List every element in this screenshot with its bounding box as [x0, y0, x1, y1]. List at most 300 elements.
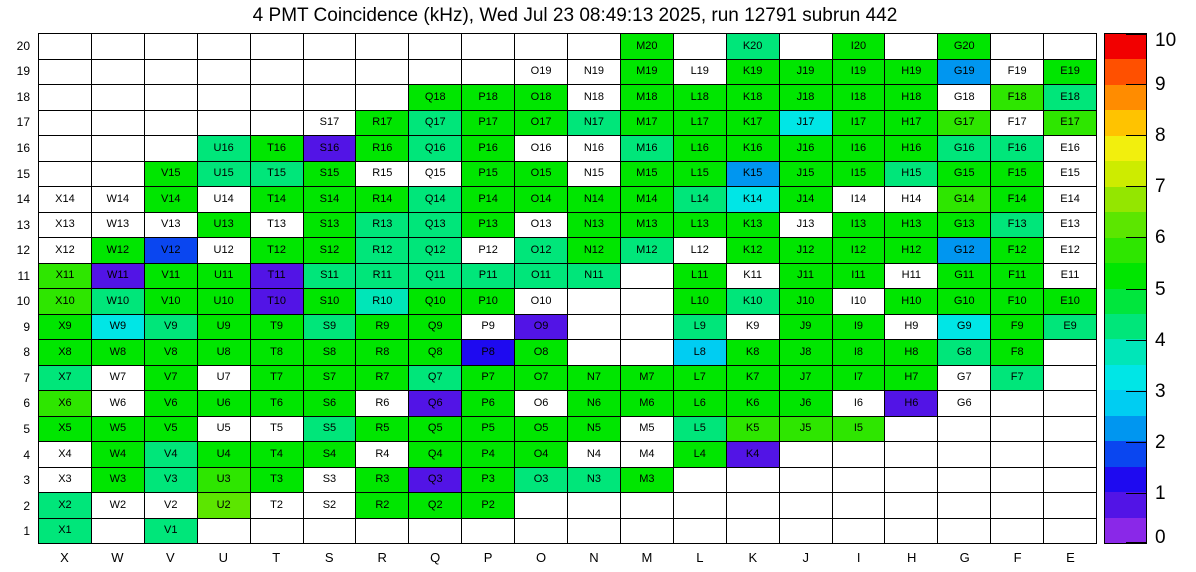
grid-cell-Q16: Q16 [409, 136, 461, 161]
colorbar-band [1105, 390, 1146, 415]
grid-cell-empty [462, 34, 514, 59]
grid-cell-K12: K12 [727, 238, 779, 263]
grid-cell-O12: O12 [515, 238, 567, 263]
colorbar-band [1105, 161, 1146, 186]
grid-cell-E10: E10 [1044, 289, 1096, 314]
grid-cell-M12: M12 [621, 238, 673, 263]
grid-cell-V2: V2 [145, 493, 197, 518]
grid-cell-Q3: Q3 [409, 468, 461, 493]
grid-cell-T5: T5 [251, 417, 303, 442]
grid-cell-U7: U7 [198, 366, 250, 391]
x-axis-label-G: G [959, 550, 970, 565]
grid-cell-O6: O6 [515, 391, 567, 416]
grid-cell-I12: I12 [833, 238, 885, 263]
colorbar-band [1105, 263, 1146, 288]
grid-cell-G15: G15 [938, 162, 990, 187]
grid-cell-O15: O15 [515, 162, 567, 187]
grid-cell-T12: T12 [251, 238, 303, 263]
grid-cell-R13: R13 [356, 213, 408, 238]
x-axis-label-P: P [483, 550, 493, 565]
grid-cell-R11: R11 [356, 264, 408, 289]
grid-cell-empty [674, 468, 726, 493]
grid-cell-S11: S11 [304, 264, 356, 289]
grid-cell-T11: T11 [251, 264, 303, 289]
grid-cell-P2: P2 [462, 493, 514, 518]
grid-cell-S7: S7 [304, 366, 356, 391]
grid-cell-empty [938, 468, 990, 493]
grid-cell-M7: M7 [621, 366, 673, 391]
x-axis-label-M: M [641, 550, 653, 565]
grid-cell-L17: L17 [674, 111, 726, 136]
y-axis-label-16: 16 [16, 140, 30, 155]
x-axis-label-T: T [272, 550, 281, 565]
grid-cell-N14: N14 [568, 187, 620, 212]
grid-cell-M3: M3 [621, 468, 673, 493]
grid-cell-empty [92, 34, 144, 59]
heatmap-grid [38, 33, 1097, 544]
grid-cell-H11: H11 [885, 264, 937, 289]
grid-cell-Q15: Q15 [409, 162, 461, 187]
grid-cell-O19: O19 [515, 60, 567, 85]
grid-cell-P7: P7 [462, 366, 514, 391]
grid-cell-N16: N16 [568, 136, 620, 161]
grid-cell-O10: O10 [515, 289, 567, 314]
grid-cell-empty [568, 340, 620, 365]
grid-cell-R16: R16 [356, 136, 408, 161]
grid-cell-empty [885, 34, 937, 59]
grid-cell-P16: P16 [462, 136, 514, 161]
grid-cell-empty [515, 34, 567, 59]
y-axis-label-13: 13 [16, 217, 30, 232]
grid-cell-empty [991, 468, 1043, 493]
grid-cell-S5: S5 [304, 417, 356, 442]
x-axis-label-Q: Q [430, 550, 441, 565]
grid-cell-empty [621, 289, 673, 314]
grid-cell-empty [145, 60, 197, 85]
grid-cell-J16: J16 [780, 136, 832, 161]
grid-cell-U3: U3 [198, 468, 250, 493]
x-axis-label-U: U [218, 550, 228, 565]
grid-cell-M19: M19 [621, 60, 673, 85]
grid-cell-O5: O5 [515, 417, 567, 442]
grid-cell-empty [1044, 340, 1096, 365]
grid-cell-E12: E12 [1044, 238, 1096, 263]
grid-cell-L4: L4 [674, 442, 726, 467]
y-axis-label-1: 1 [23, 524, 30, 539]
grid-cell-O8: O8 [515, 340, 567, 365]
grid-cell-P3: P3 [462, 468, 514, 493]
grid-cell-I17: I17 [833, 111, 885, 136]
grid-cell-K16: K16 [727, 136, 779, 161]
grid-cell-F14: F14 [991, 187, 1043, 212]
grid-cell-H17: H17 [885, 111, 937, 136]
grid-cell-P13: P13 [462, 213, 514, 238]
grid-cell-J9: J9 [780, 315, 832, 340]
y-axis-label-3: 3 [23, 473, 30, 488]
grid-cell-K4: K4 [727, 442, 779, 467]
grid-cell-P11: P11 [462, 264, 514, 289]
grid-cell-T15: T15 [251, 162, 303, 187]
grid-cell-W12: W12 [92, 238, 144, 263]
grid-cell-G6: G6 [938, 391, 990, 416]
grid-cell-empty [621, 264, 673, 289]
grid-cell-K7: K7 [727, 366, 779, 391]
grid-cell-W2: W2 [92, 493, 144, 518]
grid-cell-T14: T14 [251, 187, 303, 212]
grid-cell-V4: V4 [145, 442, 197, 467]
y-axis-label-17: 17 [16, 115, 30, 130]
grid-cell-N17: N17 [568, 111, 620, 136]
grid-cell-X8: X8 [39, 340, 91, 365]
grid-cell-R15: R15 [356, 162, 408, 187]
grid-cell-F10: F10 [991, 289, 1043, 314]
grid-cell-Q11: Q11 [409, 264, 461, 289]
grid-cell-U10: U10 [198, 289, 250, 314]
grid-cell-T2: T2 [251, 493, 303, 518]
grid-cell-T10: T10 [251, 289, 303, 314]
grid-cell-W14: W14 [92, 187, 144, 212]
grid-cell-V9: V9 [145, 315, 197, 340]
grid-cell-empty [39, 162, 91, 187]
grid-cell-I10: I10 [833, 289, 885, 314]
grid-cell-empty [885, 442, 937, 467]
colorbar-band [1105, 365, 1146, 390]
grid-cell-empty [251, 519, 303, 544]
grid-cell-V1: V1 [145, 519, 197, 544]
colorbar-tick [1126, 340, 1146, 341]
grid-cell-empty [568, 315, 620, 340]
grid-cell-T7: T7 [251, 366, 303, 391]
grid-cell-empty [568, 519, 620, 544]
grid-cell-T3: T3 [251, 468, 303, 493]
grid-cell-empty [39, 85, 91, 110]
colorbar-tick [1126, 186, 1146, 187]
grid-cell-empty [568, 34, 620, 59]
grid-cell-E9: E9 [1044, 315, 1096, 340]
grid-cell-F15: F15 [991, 162, 1043, 187]
grid-cell-S4: S4 [304, 442, 356, 467]
grid-cell-empty [92, 111, 144, 136]
grid-cell-empty [515, 519, 567, 544]
grid-cell-U8: U8 [198, 340, 250, 365]
grid-cell-empty [568, 289, 620, 314]
grid-cell-H16: H16 [885, 136, 937, 161]
grid-cell-N3: N3 [568, 468, 620, 493]
grid-cell-K20: K20 [727, 34, 779, 59]
grid-cell-S2: S2 [304, 493, 356, 518]
y-axis-label-20: 20 [16, 38, 30, 53]
grid-cell-O11: O11 [515, 264, 567, 289]
grid-cell-W7: W7 [92, 366, 144, 391]
grid-cell-M16: M16 [621, 136, 673, 161]
grid-cell-X13: X13 [39, 213, 91, 238]
grid-cell-P18: P18 [462, 85, 514, 110]
grid-cell-empty [727, 468, 779, 493]
grid-cell-N5: N5 [568, 417, 620, 442]
colorbar-tick [1126, 135, 1146, 136]
grid-cell-I16: I16 [833, 136, 885, 161]
x-axis-label-V: V [166, 550, 175, 565]
y-axis-label-10: 10 [16, 294, 30, 309]
grid-cell-T16: T16 [251, 136, 303, 161]
grid-cell-P17: P17 [462, 111, 514, 136]
grid-cell-O3: O3 [515, 468, 567, 493]
grid-cell-P10: P10 [462, 289, 514, 314]
colorbar-band [1105, 110, 1146, 135]
grid-cell-K10: K10 [727, 289, 779, 314]
grid-cell-V8: V8 [145, 340, 197, 365]
x-axis-label-W: W [111, 550, 124, 565]
y-axis-label-19: 19 [16, 64, 30, 79]
grid-cell-Q9: Q9 [409, 315, 461, 340]
grid-cell-empty [833, 468, 885, 493]
grid-cell-J13: J13 [780, 213, 832, 238]
colorbar-band [1105, 34, 1146, 59]
grid-cell-U11: U11 [198, 264, 250, 289]
grid-cell-L12: L12 [674, 238, 726, 263]
grid-cell-I11: I11 [833, 264, 885, 289]
grid-cell-J17: J17 [780, 111, 832, 136]
grid-cell-N18: N18 [568, 85, 620, 110]
grid-cell-F12: F12 [991, 238, 1043, 263]
grid-cell-R14: R14 [356, 187, 408, 212]
grid-cell-G19: G19 [938, 60, 990, 85]
grid-cell-O4: O4 [515, 442, 567, 467]
grid-cell-K8: K8 [727, 340, 779, 365]
grid-cell-Q14: Q14 [409, 187, 461, 212]
y-axis-label-2: 2 [23, 498, 30, 513]
grid-cell-J19: J19 [780, 60, 832, 85]
grid-cell-M15: M15 [621, 162, 673, 187]
colorbar-tick [1126, 289, 1146, 290]
grid-cell-O7: O7 [515, 366, 567, 391]
x-axis-label-K: K [748, 550, 758, 565]
grid-cell-Q6: Q6 [409, 391, 461, 416]
grid-cell-P6: P6 [462, 391, 514, 416]
colorbar-tick [1126, 493, 1146, 494]
grid-cell-T8: T8 [251, 340, 303, 365]
grid-cell-P5: P5 [462, 417, 514, 442]
grid-cell-empty [356, 60, 408, 85]
x-axis-label-X: X [60, 550, 69, 565]
grid-cell-empty [304, 60, 356, 85]
x-axis-label-L: L [696, 550, 704, 565]
grid-cell-Q8: Q8 [409, 340, 461, 365]
grid-cell-F11: F11 [991, 264, 1043, 289]
colorbar-tick-label-9: 9 [1155, 74, 1166, 96]
grid-cell-empty [251, 34, 303, 59]
grid-cell-I19: I19 [833, 60, 885, 85]
grid-cell-G17: G17 [938, 111, 990, 136]
colorbar-tick-label-8: 8 [1155, 125, 1166, 147]
colorbar-tick-label-5: 5 [1155, 278, 1166, 300]
grid-cell-H13: H13 [885, 213, 937, 238]
grid-cell-J18: J18 [780, 85, 832, 110]
grid-cell-U4: U4 [198, 442, 250, 467]
grid-cell-I15: I15 [833, 162, 885, 187]
grid-cell-empty [409, 519, 461, 544]
colorbar-tick [1126, 391, 1146, 392]
colorbar-band [1105, 136, 1146, 161]
grid-cell-empty [1044, 442, 1096, 467]
grid-cell-L15: L15 [674, 162, 726, 187]
grid-cell-R7: R7 [356, 366, 408, 391]
grid-cell-U12: U12 [198, 238, 250, 263]
grid-cell-Q4: Q4 [409, 442, 461, 467]
grid-cell-empty [1044, 391, 1096, 416]
x-axis-label-N: N [589, 550, 599, 565]
y-axis-label-8: 8 [23, 345, 30, 360]
grid-cell-N11: N11 [568, 264, 620, 289]
grid-cell-P12: P12 [462, 238, 514, 263]
colorbar-tick-label-7: 7 [1155, 176, 1166, 198]
grid-cell-L10: L10 [674, 289, 726, 314]
grid-cell-empty [833, 493, 885, 518]
colorbar-tick-label-10: 10 [1155, 30, 1177, 51]
colorbar-band [1105, 416, 1146, 441]
grid-cell-empty [1044, 417, 1096, 442]
grid-cell-empty [674, 34, 726, 59]
grid-cell-I8: I8 [833, 340, 885, 365]
grid-cell-I5: I5 [833, 417, 885, 442]
x-axis-label-O: O [535, 550, 547, 565]
grid-cell-X10: X10 [39, 289, 91, 314]
grid-cell-J6: J6 [780, 391, 832, 416]
colorbar-band [1105, 212, 1146, 237]
grid-cell-Q5: Q5 [409, 417, 461, 442]
grid-cell-empty [833, 519, 885, 544]
grid-cell-empty [991, 493, 1043, 518]
grid-cell-V7: V7 [145, 366, 197, 391]
grid-cell-K13: K13 [727, 213, 779, 238]
grid-cell-M14: M14 [621, 187, 673, 212]
colorbar-band [1105, 339, 1146, 364]
grid-cell-M17: M17 [621, 111, 673, 136]
grid-cell-S13: S13 [304, 213, 356, 238]
colorbar-band [1105, 467, 1146, 492]
grid-cell-S8: S8 [304, 340, 356, 365]
colorbar-tick [1126, 34, 1146, 35]
grid-cell-M4: M4 [621, 442, 673, 467]
grid-cell-U14: U14 [198, 187, 250, 212]
grid-cell-Q17: Q17 [409, 111, 461, 136]
grid-cell-empty [356, 519, 408, 544]
grid-cell-G9: G9 [938, 315, 990, 340]
grid-cell-empty [462, 60, 514, 85]
grid-cell-empty [991, 442, 1043, 467]
grid-cell-Q18: Q18 [409, 85, 461, 110]
grid-cell-K11: K11 [727, 264, 779, 289]
grid-cell-K18: K18 [727, 85, 779, 110]
grid-cell-empty [1044, 34, 1096, 59]
grid-cell-E18: E18 [1044, 85, 1096, 110]
grid-cell-X2: X2 [39, 493, 91, 518]
grid-cell-M13: M13 [621, 213, 673, 238]
grid-cell-Q7: Q7 [409, 366, 461, 391]
colorbar-tick-label-2: 2 [1155, 431, 1166, 453]
colorbar-band [1105, 492, 1146, 517]
grid-cell-empty [92, 519, 144, 544]
grid-cell-empty [938, 493, 990, 518]
y-axis-label-9: 9 [23, 319, 30, 334]
grid-cell-K15: K15 [727, 162, 779, 187]
grid-cell-R3: R3 [356, 468, 408, 493]
grid-cell-H14: H14 [885, 187, 937, 212]
x-axis-label-R: R [377, 550, 387, 565]
grid-cell-empty [356, 85, 408, 110]
grid-cell-I9: I9 [833, 315, 885, 340]
grid-cell-K19: K19 [727, 60, 779, 85]
grid-cell-empty [938, 519, 990, 544]
grid-cell-R12: R12 [356, 238, 408, 263]
grid-cell-X4: X4 [39, 442, 91, 467]
grid-cell-J5: J5 [780, 417, 832, 442]
grid-cell-P4: P4 [462, 442, 514, 467]
grid-cell-H19: H19 [885, 60, 937, 85]
grid-cell-R9: R9 [356, 315, 408, 340]
colorbar-tick [1126, 542, 1146, 543]
grid-cell-L11: L11 [674, 264, 726, 289]
x-axis-label-I: I [856, 550, 861, 565]
grid-cell-P14: P14 [462, 187, 514, 212]
grid-cell-O13: O13 [515, 213, 567, 238]
grid-cell-I14: I14 [833, 187, 885, 212]
grid-cell-empty [198, 85, 250, 110]
grid-cell-L19: L19 [674, 60, 726, 85]
grid-cell-empty [39, 60, 91, 85]
grid-cell-O9: O9 [515, 315, 567, 340]
grid-cell-empty [39, 136, 91, 161]
grid-cell-H18: H18 [885, 85, 937, 110]
grid-cell-empty [198, 34, 250, 59]
grid-cell-V14: V14 [145, 187, 197, 212]
grid-cell-empty [991, 519, 1043, 544]
grid-cell-empty [145, 111, 197, 136]
grid-cell-R6: R6 [356, 391, 408, 416]
grid-cell-I18: I18 [833, 85, 885, 110]
x-axis-label-S: S [324, 550, 334, 565]
grid-cell-empty [938, 442, 990, 467]
grid-cell-W6: W6 [92, 391, 144, 416]
grid-cell-N12: N12 [568, 238, 620, 263]
colorbar-tick-label-4: 4 [1155, 329, 1166, 351]
grid-cell-empty [145, 136, 197, 161]
grid-cell-V5: V5 [145, 417, 197, 442]
grid-cell-T9: T9 [251, 315, 303, 340]
grid-cell-U6: U6 [198, 391, 250, 416]
grid-cell-S16: S16 [304, 136, 356, 161]
grid-cell-empty [1044, 366, 1096, 391]
grid-cell-G18: G18 [938, 85, 990, 110]
colorbar-tick-label-1: 1 [1155, 482, 1166, 504]
grid-cell-Q13: Q13 [409, 213, 461, 238]
grid-cell-F16: F16 [991, 136, 1043, 161]
y-axis-label-14: 14 [16, 192, 30, 207]
grid-cell-I7: I7 [833, 366, 885, 391]
grid-cell-X5: X5 [39, 417, 91, 442]
grid-cell-empty [39, 34, 91, 59]
grid-cell-U13: U13 [198, 213, 250, 238]
grid-cell-H9: H9 [885, 315, 937, 340]
grid-cell-G8: G8 [938, 340, 990, 365]
grid-cell-empty [991, 417, 1043, 442]
grid-cell-W4: W4 [92, 442, 144, 467]
grid-cell-V13: V13 [145, 213, 197, 238]
grid-cell-W9: W9 [92, 315, 144, 340]
grid-cell-R8: R8 [356, 340, 408, 365]
grid-cell-S9: S9 [304, 315, 356, 340]
colorbar-tick-label-6: 6 [1155, 227, 1166, 249]
